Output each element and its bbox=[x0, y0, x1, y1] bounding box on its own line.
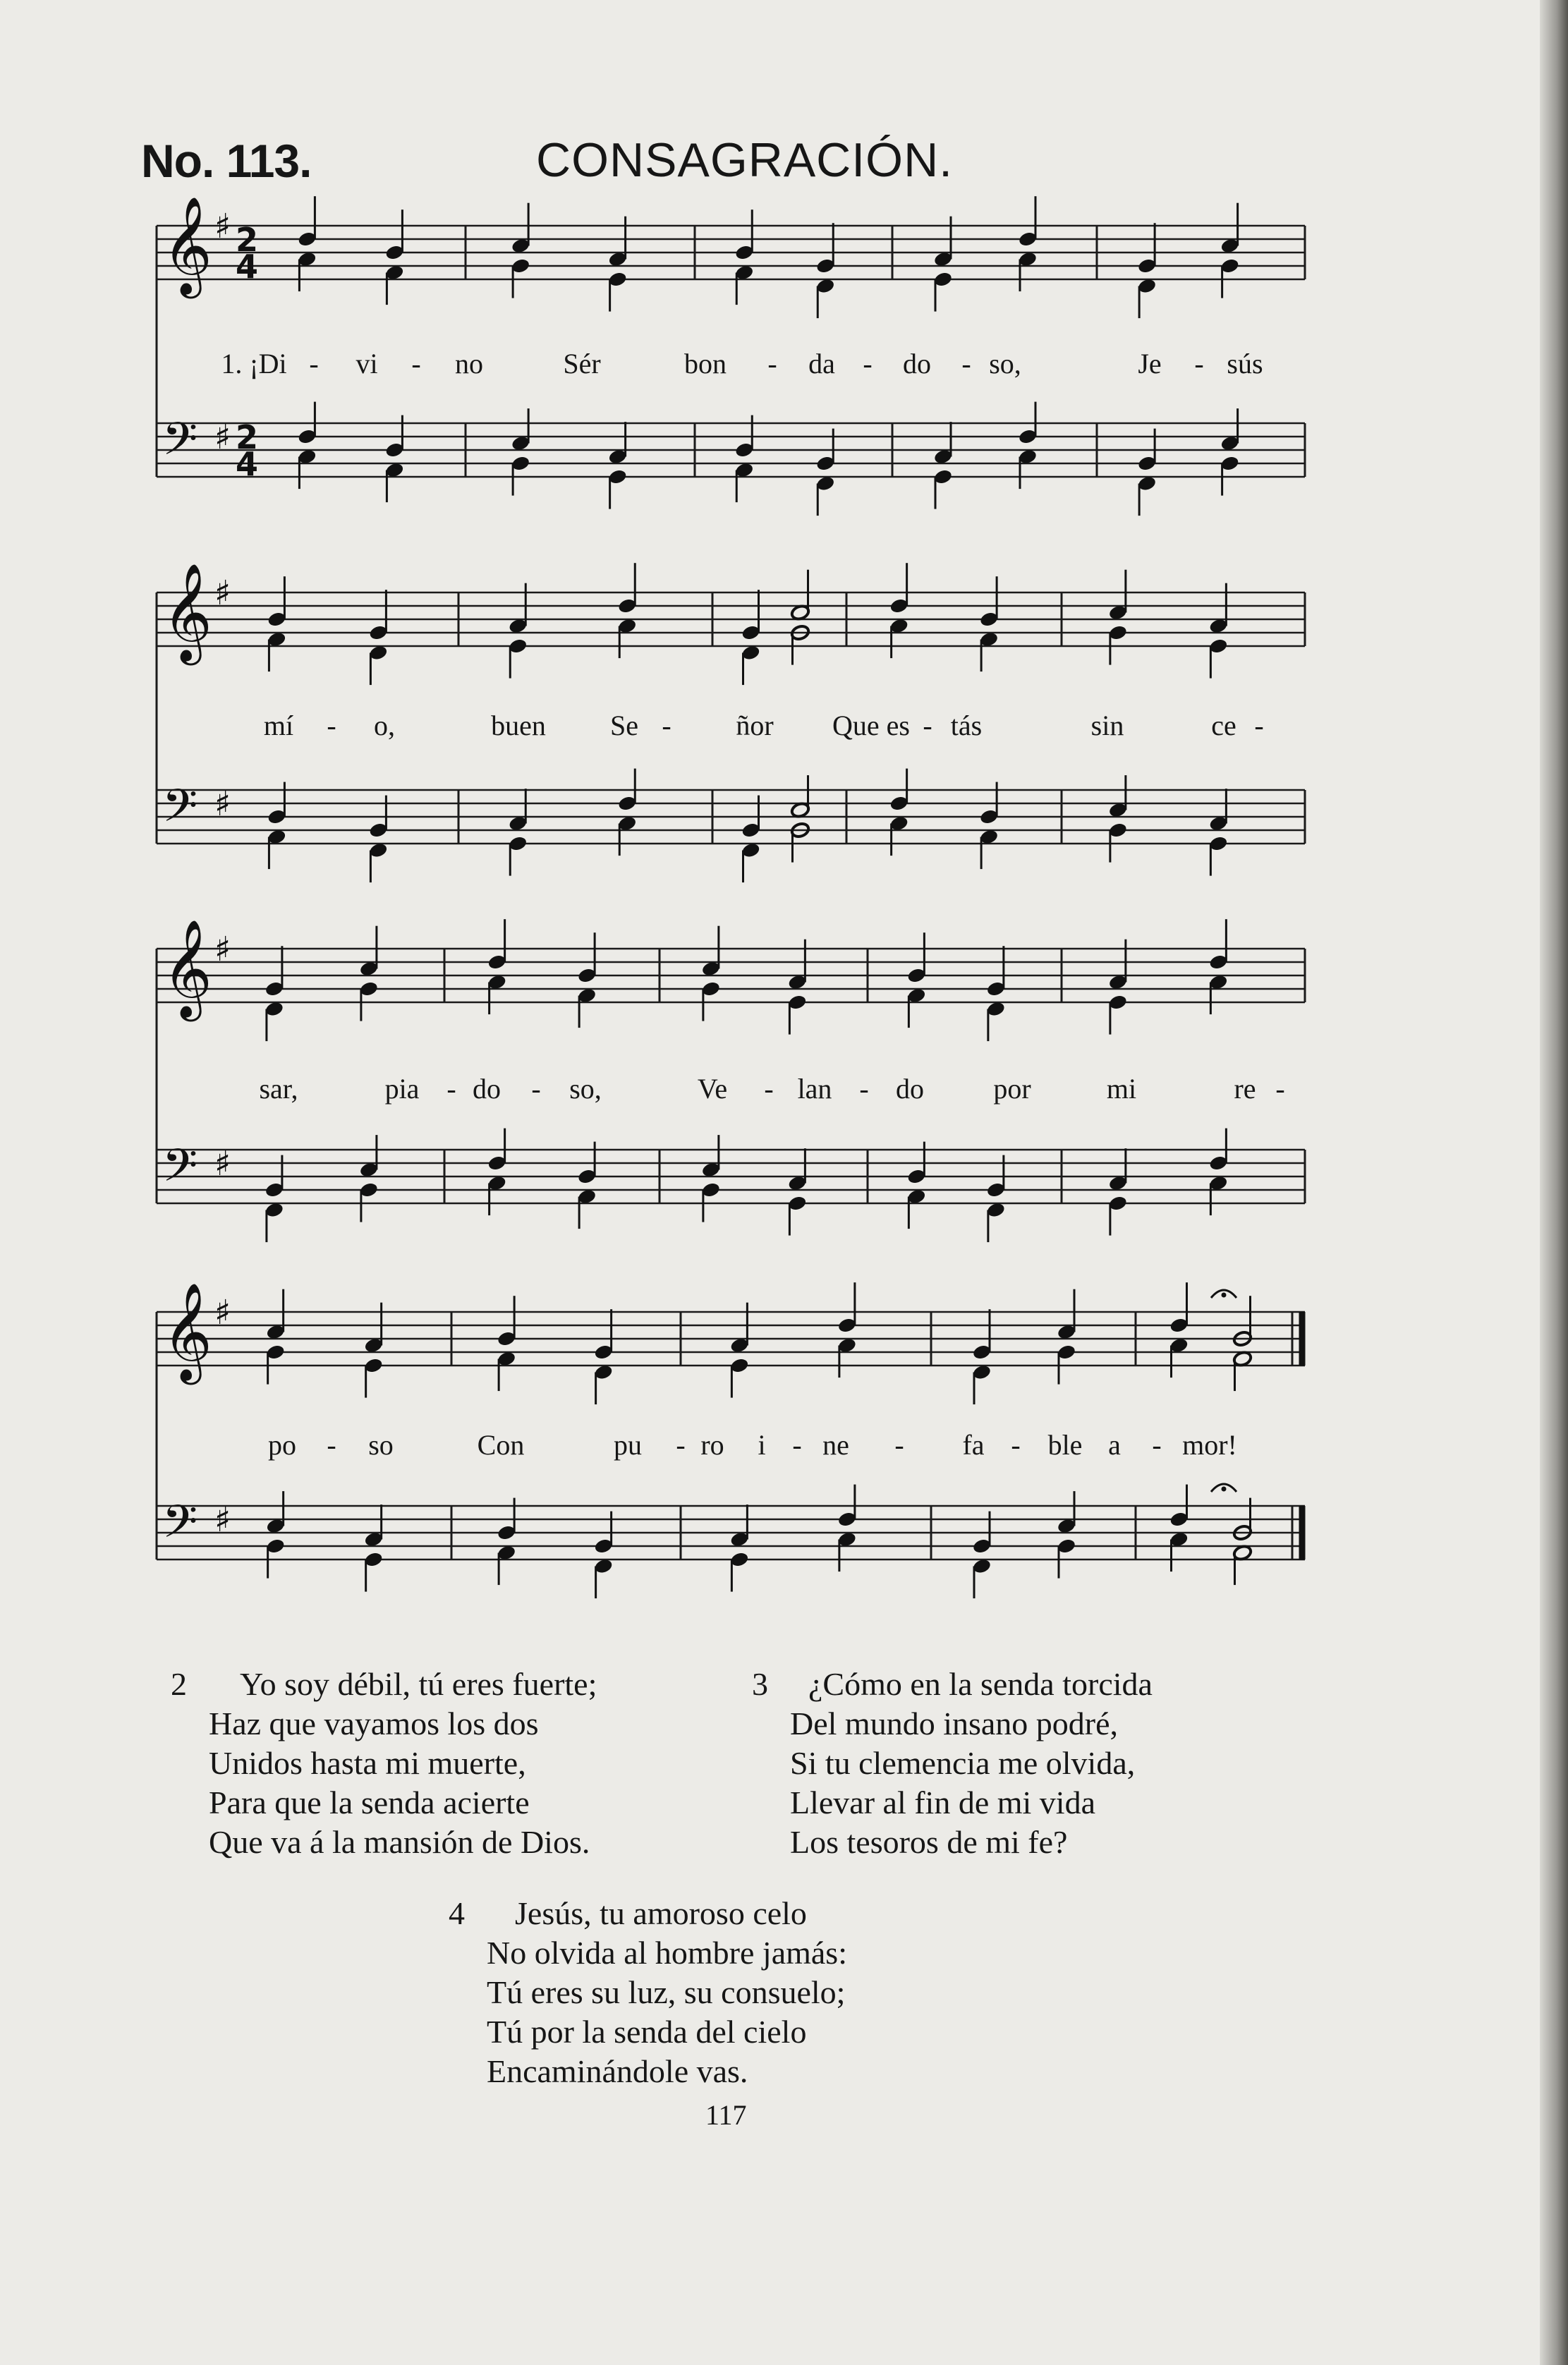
stanza-line: Tú eres su luz, su consuelo; bbox=[487, 1974, 846, 2010]
stanza-line: Para que la senda acierte bbox=[209, 1785, 530, 1820]
fermata-dot bbox=[1222, 1293, 1227, 1298]
lyric-syllable: - bbox=[327, 710, 336, 741]
lyric-syllable: vi bbox=[355, 348, 378, 379]
stanza-line: Unidos hasta mi muerte, bbox=[209, 1745, 526, 1781]
lyric-syllable: do bbox=[896, 1073, 924, 1105]
stanza-line: Yo soy débil, tú eres fuerte; bbox=[240, 1666, 597, 1702]
stanza-line: ¿Cómo en la senda torcida bbox=[808, 1666, 1153, 1702]
lyric-syllable: buen bbox=[491, 710, 546, 741]
stanza-line: No olvida al hombre jamás: bbox=[487, 1935, 847, 1971]
sharp-icon: ♯ bbox=[214, 1293, 231, 1333]
treble-clef-icon: 𝄞 bbox=[162, 563, 212, 662]
hymn-title: CONSAGRACIÓN. bbox=[536, 133, 954, 187]
lyric-syllable: - bbox=[767, 348, 777, 379]
lyric-syllable: sin bbox=[1090, 710, 1124, 741]
sharp-icon: ♯ bbox=[214, 207, 231, 247]
sharp-icon: ♯ bbox=[214, 418, 231, 458]
sharp-icon: ♯ bbox=[214, 573, 231, 614]
stanza-line: Llevar al fin de mi vida bbox=[790, 1785, 1096, 1820]
stanza-number: 2 bbox=[171, 1666, 187, 1702]
lyric-syllable: a bbox=[1108, 1429, 1121, 1461]
stanza-line: Del mundo insano podré, bbox=[790, 1706, 1119, 1741]
lyric-syllable: ñor bbox=[736, 710, 774, 741]
lyric-syllable: sús bbox=[1227, 348, 1263, 379]
stanza-3 bbox=[752, 1665, 1153, 1862]
sharp-icon: ♯ bbox=[214, 784, 231, 825]
lyric-syllable: da bbox=[808, 348, 835, 379]
sharp-icon: ♯ bbox=[214, 1144, 231, 1184]
lyric-syllable: sar, bbox=[259, 1073, 298, 1105]
stanza-line: Los tesoros de mi fe? bbox=[790, 1824, 1068, 1860]
lyric-syllable: - bbox=[531, 1073, 541, 1105]
lyric-syllable: do bbox=[473, 1073, 501, 1105]
lyric-syllable: po bbox=[268, 1429, 296, 1461]
lyric-syllable: ne bbox=[822, 1429, 849, 1461]
stanza-line: Jesús, tu amoroso celo bbox=[515, 1895, 807, 1931]
time-signature-top: 2 bbox=[236, 221, 259, 260]
lyric-syllable: - bbox=[446, 1073, 456, 1105]
lyric-syllable: o, bbox=[374, 710, 395, 741]
lyric-syllable: lan bbox=[797, 1073, 832, 1105]
lyric-syllable: mi bbox=[1106, 1073, 1137, 1105]
lyric-syllable: Con bbox=[477, 1429, 525, 1461]
stanza-line: Haz que vayamos los dos bbox=[209, 1706, 539, 1741]
lyric-syllable: fa bbox=[962, 1429, 985, 1461]
bass-clef-icon: 𝄢 bbox=[162, 1140, 198, 1203]
lyric-syllable: - bbox=[1152, 1429, 1162, 1461]
lyric-syllable: - bbox=[411, 348, 421, 379]
lyric-syllable: - bbox=[923, 710, 932, 741]
lyric-syllable: mor! bbox=[1182, 1429, 1237, 1461]
lyric-syllable: - bbox=[1194, 348, 1204, 379]
lyric-syllable: - bbox=[961, 348, 971, 379]
stanza-line: Encaminándole vas. bbox=[487, 2053, 748, 2089]
time-signature-bottom: 4 bbox=[236, 248, 259, 286]
treble-clef-icon: 𝄞 bbox=[162, 1282, 212, 1381]
lyric-syllable: 1. ¡Di bbox=[221, 348, 287, 379]
lyric-syllable: - bbox=[894, 1429, 904, 1461]
lyric-syllable: - bbox=[859, 1073, 869, 1105]
lyric-syllable: i bbox=[758, 1429, 766, 1461]
lyric-syllable: - bbox=[1275, 1073, 1285, 1105]
stanza-line: Tú por la senda del cielo bbox=[487, 2014, 807, 2050]
lyric-syllable: re bbox=[1234, 1073, 1256, 1105]
lyric-syllable: so, bbox=[989, 348, 1021, 379]
stanza-line: Que va á la mansión de Dios. bbox=[209, 1824, 590, 1860]
sharp-icon: ♯ bbox=[214, 1500, 231, 1540]
lyric-syllable: - bbox=[327, 1429, 336, 1461]
treble-clef-icon: 𝄞 bbox=[162, 919, 212, 1018]
lyric-syllable: so bbox=[368, 1429, 394, 1461]
lyric-syllable: - bbox=[309, 348, 319, 379]
lyric-syllable: - bbox=[1011, 1429, 1021, 1461]
stanza-number: 4 bbox=[449, 1895, 465, 1931]
lyric-syllable: no bbox=[455, 348, 483, 379]
lyric-syllable: tás bbox=[950, 710, 983, 741]
lyric-syllable: do bbox=[903, 348, 931, 379]
lyric-syllable: - bbox=[1254, 710, 1264, 741]
lyric-syllable: - bbox=[792, 1429, 802, 1461]
time-signature-top: 2 bbox=[236, 418, 259, 457]
time-signature-bottom: 4 bbox=[236, 445, 259, 484]
lyric-syllable: ce bbox=[1211, 710, 1236, 741]
bass-clef-icon: 𝄢 bbox=[162, 413, 198, 477]
lyric-syllable: Sér bbox=[563, 348, 601, 379]
lyric-syllable: Ve bbox=[697, 1073, 728, 1105]
stanza-4 bbox=[449, 1894, 847, 2091]
lyric-syllable: bon bbox=[684, 348, 727, 379]
stanza-line: Si tu clemencia me olvida, bbox=[790, 1745, 1136, 1781]
page-number: 117 bbox=[705, 2099, 747, 2131]
lyric-syllable: pia bbox=[384, 1073, 420, 1105]
lyric-syllable: - bbox=[764, 1073, 774, 1105]
lyric-syllable: ble bbox=[1047, 1429, 1083, 1461]
stanza-number: 3 bbox=[752, 1666, 768, 1702]
lyric-syllable: so, bbox=[569, 1073, 602, 1105]
bass-clef-icon: 𝄢 bbox=[162, 780, 198, 844]
lyric-syllable: mí bbox=[263, 710, 294, 741]
bass-clef-icon: 𝄢 bbox=[162, 1496, 198, 1560]
lyric-syllable: - bbox=[863, 348, 873, 379]
stanza-2 bbox=[171, 1665, 597, 1862]
treble-clef-icon: 𝄞 bbox=[162, 196, 212, 295]
lyric-syllable: - bbox=[662, 710, 671, 741]
lyric-syllable: Que es bbox=[832, 710, 910, 741]
lyric-syllable: Se bbox=[610, 710, 638, 741]
sharp-icon: ♯ bbox=[214, 930, 231, 970]
lyric-syllable: pu bbox=[614, 1429, 642, 1461]
hymn-number: No. 113. bbox=[141, 135, 312, 187]
lyric-syllable: Je bbox=[1138, 348, 1162, 379]
fermata-dot bbox=[1222, 1487, 1227, 1492]
lyric-syllable: ro bbox=[700, 1429, 724, 1461]
lyric-syllable: por bbox=[993, 1073, 1031, 1105]
lyric-syllable: - bbox=[676, 1429, 686, 1461]
